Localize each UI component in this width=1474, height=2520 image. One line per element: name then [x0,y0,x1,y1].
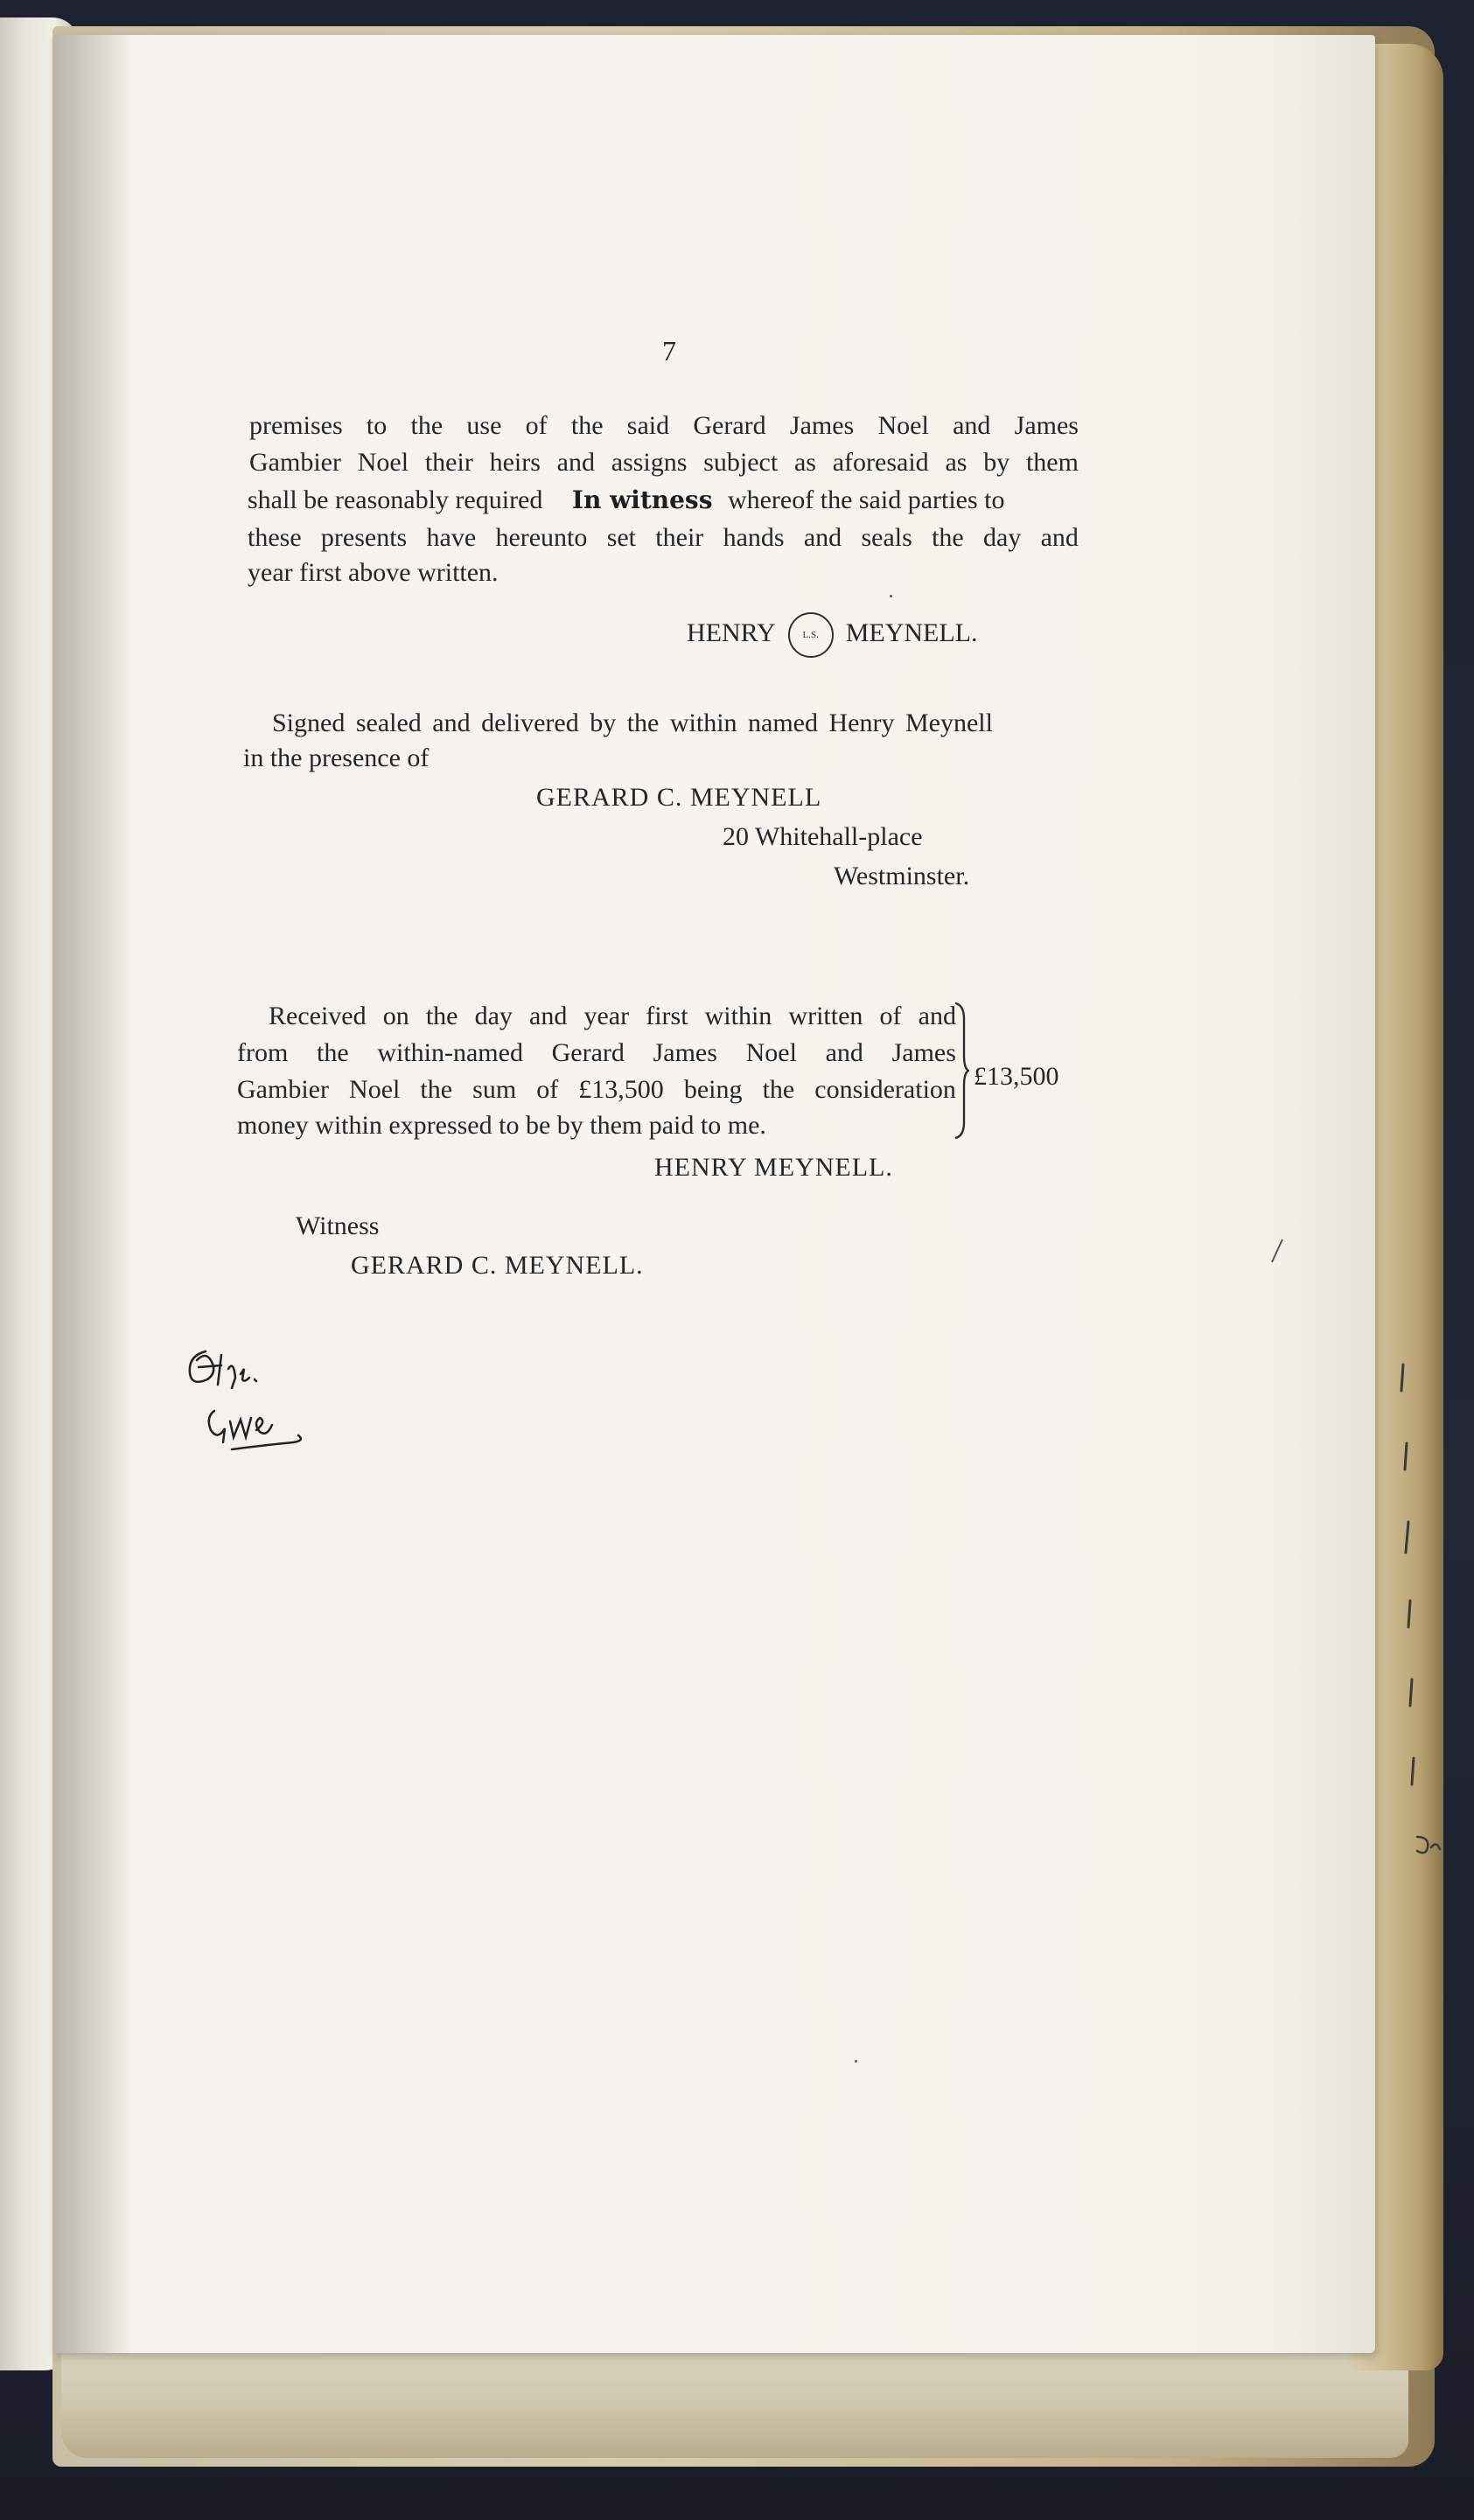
deed-line-1-word: Noel [877,411,929,440]
deed-line-1-word: Gerard [693,411,766,440]
receipt-line-3-word: Gambier [237,1075,329,1104]
attestation-line-2: in the presence of [243,743,430,772]
deed-line-2-word: as [945,448,968,477]
receipt-line-2-word: James [891,1038,956,1067]
receipt-line-2-word: the [317,1038,349,1067]
in-witness-heading: In witness [571,485,713,514]
paper-speck [890,595,892,597]
deed-line-4 [248,523,1079,553]
page-number: 7 [662,335,676,366]
receipt-line-1-word: day [474,1002,513,1030]
receipt-line-2-word: Noel [745,1038,797,1067]
receipt-line-2-word: from [237,1038,289,1067]
deed-line-1-word: the [570,411,604,440]
deed-line-3 [248,485,1079,515]
pencil-edge-marks [1391,1312,1443,1924]
gutter-shade [54,35,133,2353]
receipt-line-1-word: on [382,1002,409,1030]
receipt-line-1-word: written [788,1002,863,1030]
receipt-signatory: HENRY MEYNELL. [654,1153,893,1182]
deed-line-2-word: their [424,448,473,477]
receipt-line-3-word: the [420,1075,453,1104]
deed-line-3-end: whereof the said parties to [727,485,1005,514]
deed-line-2-word: assigns [611,448,688,477]
receipt-line-3-word: of [536,1075,559,1104]
deed-line-2-word: them [1025,448,1079,477]
pencil-tick [1268,1238,1286,1264]
deed-line-1-word: the [410,411,444,440]
deed-line-1-word: James [1014,411,1079,440]
deed-line-4-word: and [1040,523,1079,552]
receipt-line-3-word: sum [472,1075,517,1104]
deed-line-2-word: Noel [357,448,409,477]
document-page [54,35,1375,2353]
deed-line-5: year first above written. [248,558,499,587]
deed-line-4-word: hereunto [495,523,588,552]
deed-line-1-word: and [953,411,991,440]
deed-line-2-word: Gambier [249,448,341,477]
receipt-line-1-word: within [704,1002,772,1030]
deed-line-4-word: these [248,523,302,552]
deed-line-1-word: use [466,411,502,440]
paper-speck [855,2060,857,2063]
receipt-line-1-word: Received [269,1002,367,1030]
witness-address-line-2: Westminster. [834,862,970,890]
deed-line-1 [249,411,1079,441]
deed-line-4-word: presents [320,523,408,552]
receipt-line-1-word: and [918,1002,956,1030]
attesting-witness-name: GERARD C. MEYNELL [536,783,822,812]
receipt-line-1-word: first [646,1002,688,1030]
deed-line-4-word: day [983,523,1022,552]
receipt-line-3-word: Noel [349,1075,401,1104]
receipt-amount: £13,500 [974,1062,1059,1091]
handwritten-initials [179,1334,311,1474]
signature-line [687,612,978,658]
signatory-first-name: HENRY [687,618,776,647]
deed-line-2-word: aforesaid [832,448,929,477]
deed-line-2-word: as [793,448,816,477]
receipt-line-2-word: James [653,1038,717,1067]
receipt-line-2-word: and [825,1038,863,1067]
deed-line-1-word: said [626,411,670,440]
deed-line-4-word: have [426,523,477,552]
receipt-line-1 [269,1002,956,1031]
deed-line-1-word: of [525,411,548,440]
receipt-line-3-word: the [762,1075,795,1104]
page-stack-bottom [61,2353,1408,2458]
receipt-line-2 [237,1038,956,1068]
deed-line-4-word: hands [723,523,785,552]
receipt-line-1-word: of [879,1002,902,1030]
deed-line-4-word: seals [861,523,912,552]
witness-label: Witness [296,1211,380,1240]
signatory-last-name: MEYNELL. [845,618,978,647]
receipt-line-2-word: Gerard [551,1038,625,1067]
deed-line-4-word: set [606,523,637,552]
deed-line-1-word: premises [249,411,343,440]
deed-line-2 [249,448,1079,478]
curly-brace-icon [954,1002,969,1140]
deed-line-4-word: the [932,523,964,552]
attestation-line-1: Signed sealed and delivered by the within named Henry Meynell [272,709,993,737]
witness-address-line-1: 20 Whitehall-place [723,822,923,851]
deed-line-4-word: and [803,523,842,552]
receipt-line-1-word: and [529,1002,568,1030]
receipt-line-3-word: consideration [814,1075,956,1104]
deed-line-2-word: heirs [489,448,541,477]
deed-line-2-word: and [556,448,595,477]
receipt-line-3 [237,1075,956,1105]
receipt-line-1-word: year [583,1002,630,1030]
deed-line-4-word: their [655,523,704,552]
deed-line-1-word: James [789,411,855,440]
witness-name: GERARD C. MEYNELL. [351,1251,644,1280]
deed-line-2-word: by [983,448,1010,477]
deed-line-2-word: subject [703,448,779,477]
seal-icon: L.S. [788,612,834,658]
receipt-line-1-word: the [425,1002,458,1030]
deed-line-3-start: shall be reasonably required [248,485,543,514]
receipt-line-4: money within expressed to be by them paid to me. [237,1111,766,1140]
deed-line-1-word: to [366,411,388,440]
receipt-line-2-word: within-named [377,1038,523,1067]
receipt-line-3-word: £13,500 [578,1075,664,1104]
receipt-line-3-word: being [683,1075,743,1104]
